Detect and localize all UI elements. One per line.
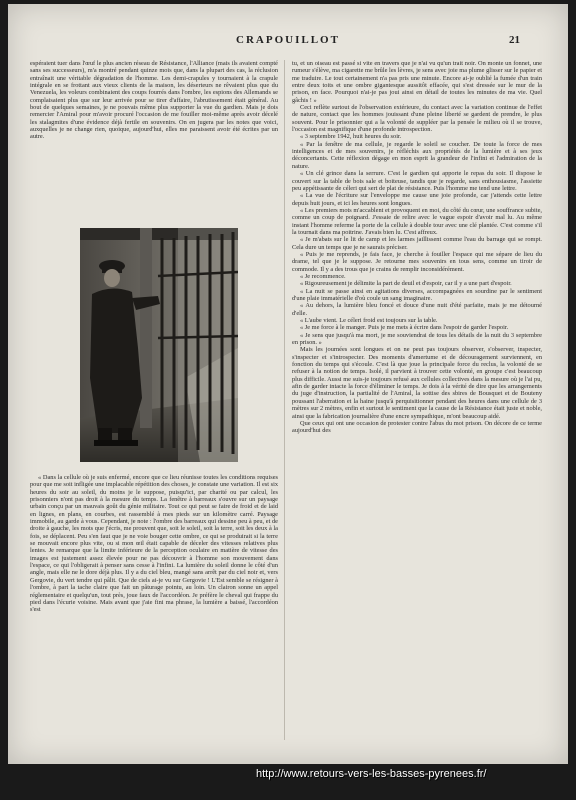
paragraph: « Par la fenêtre de ma cellule, je regarde le soleil se coucher. De toute la force de mes intelligences et de mes souvenirs, je réfléchis aux propriétés de la lumière et à ses jeux déconcertants. Cette réflexion dégage en mon esprit la grandeur de l'infini et l'admiration de la nature. [292,140,542,170]
paragraph: « Je recommence. [300,272,346,280]
paragraph: « Je sens que jusqu'à ma mort, je me souviendrai de tous les détails de la nuit du 3 septembre en prison. » [292,331,542,347]
paragraph: Mais les journées sont longues et on ne peut pas toujours observer, s'observer, inspecter, s'inspecter et s'introspecter. Des moments d'amertume et de découragement surviennent, en fonction du temps qui s'écoule. C'est là que joue la principale force du reclus, la volonté de se refuser à la notion de temps. Isolé, il parvient à trouver cette volonté, en groupe c'est beaucoup plus difficile. Aussi me suis-je toujours refusé aux cellules collectives dans la mesure où je l'ai pu, afin de garder intacte la force d'éliminer le temps. Je dois à la vérité de dire que les arrangements du juge d'instruction, la partialité de l'Amiral, la sottise des sbires de Bousquet et de Bouteny poussant l'aberration et la haine jusqu'à perquisitionner pendant des heures dans une cellule de 3 mètres sur 2 mètres, enfin et surtout le sentiment que la cause de la Résistance était juste et noble, ainsi que la fabrication journalière d'une encre sympathique, m'ont beaucoup aidé. [292,346,542,420]
source-url[interactable]: http://www.retours-vers-les-basses-pyrenees.fr/ [256,768,487,780]
paragraph: « 3 septembre 1942, huit heures du soir. [300,133,402,141]
paragraph: « Rigoureusement je délimite la part de deuil et d'espoir, car il y a une part d'espoir. [300,280,512,288]
paragraph: « La nuit se passe ainsi en agitations diverses, accompagnées en sourdine par le sentiment d'une plaie immatérielle d'où coule un sang imaginaire. [292,287,542,302]
paragraph: « Un clé grince dans la serrure. C'est le gardien qui apporte le repas du soir. Il dispose le couvert sur la table de bois sale et boiteuse, tandis que je regarde, sans enthousiasme, l'assiette peu appétissante de céleri qui sert de plat de résistance. Puis l'homme me tend une lettre. [292,170,542,192]
paragraph: « Dans la cellule où je suis enfermé, encore que ce lieu réunisse toutes les conditions requises pour que me soit infligée une implacable répétition des choses, je constate une variation. Il est six heures du soir au soleil, du moins je le suppose, puisqu'ici, par charité ou par calcul, les prisonniers n'ont pas droit à la mesure du temps. La fenêtre à barreaux s'ouvre sur un paysage urbain conçu par un mauvais goût du génie militaire. Tout ce qui peut se faire de froid et de laid en lignes, en plans, en courbes, est rassemblé à mes pieds sur un kilomètre carré. Paysage immobile, au garde à vous. Cependant, je note : l'ombre des barreaux qui dessine peu à peu, et de droite à gauche, les mots que j'écris, me prouvent que, soit le soleil, soit la terre, soit les deux à la fois, se déplacent. Peu s'en faut que je ne voie bouger cette ombre, ce qui se produirait si la terre se mouvait encore plus vite, ou si mon œil était capable de déceler des vitesses relatives plus lentes. Je remarque que la limite inférieure de la perception oculaire en matière de vitesse des images est justement assez élevée pour ne pas découvrir à l'homme son mouvement dans l'espace, ce qui l'obligerait à penser sans cesse à l'infini. La lumière du soleil donne le côté d'un angle, mais elle ne le dore déjà plus. Il y a du ciel bleu, mangé sans arrêt par du ciel noir et, vers Gergovie, du vert tendre qui pâlit. Que de ciels ai-je vu sur Gergovie ! L'Est semble se résigner à l'ombre, à part la tache claire que fait un pâturage pointu, au loin. Un clairon sonne un appel réglementaire et quelqu'un, tout près, joue faux de l'accordéon. Je préfère le cheval qui frappe du pied dans l'écurie voisine. Mais avant que j'aie fini ma phrase, la lumière a baissé, l'accordéon s'est [30,474,278,614]
newspaper-page [8,4,568,764]
paragraph: « Les premiers mots m'accablent et provoquent en moi, du côté du cœur, une souffrance subite, comme un coup de poignard. J'essaie de relire avec le vague espoir d'avoir mal lu. Au même instant l'homme referme la porte de la cellule à double tour avec une clé plantée. C'est comme s'il la tournait dans ma poitrine. J'avais bien lu. C'est affreux. [292,206,542,236]
column-divider [284,60,285,740]
paragraph: « La vue de l'écriture sur l'enveloppe me cause une joie profonde, car j'attends cette lettre depuis huit jours, et ici les heures sont longues. [292,192,542,207]
magazine-title: CRAPOUILLOT [236,34,340,46]
photo-image [80,228,238,462]
left-column-top-text [30,60,278,141]
prison-cell-photo [80,228,238,462]
paragraph: « Puis je me reprends, je fais face, je cherche à fouiller l'espace qui me sépare de lieu du drame, tel que je le suppose. Je retourne mes souvenirs en tous sens, comme un tiroir de commode. Il y a des trous que je crains de remplir inconsidérément. [292,250,542,273]
page-number: 21 [509,34,520,46]
paragraph: « Je me force à le manger. Puis je me mets à écrire dans l'espoir de garder l'espoir. [300,324,509,332]
paragraph: tu, et un oiseau est passé si vite en travers que je n'ai vu qu'un trait noir. On monte un fonnet, une rumeur s'élève, ma cigarette me brûle les lèvres, je sens avec joie ma plume glisser sur le papier et me traduire. Le tout certainement n'a pas pris une minute. Encore ai-je oublié la fumée d'un train entre deux toits et une ombre gigantesque aussitôt effacée, qui s'est dressée sur le mur de la prison, en face. Pourquoi n'ai-je pas joui ainsi en détail de toutes les minutes de ma vie. Quel gâchis ! » [292,60,542,104]
right-column-text [292,60,542,435]
page-header [8,34,568,50]
paragraph: Que ceux qui ont une occasion de protester contre l'abus du mot prison. On décore de ce terme aujourd'hui des [292,419,542,435]
paragraph: « L'aube vient. Le céleri froid est toujours sur la table. [300,317,438,325]
paragraph: espéraient tuer dans l'œuf le plus ancien réseau de Résistance, l'Alliance (mais ils avaient compté sans ses successeurs), m'a montré pendant quinze mois que, dans la plupart des cas, la réclusion entraînait une véritable dégradation de l'homme. Les demi-crapules y tournaient à la crapule intégrale en se frottant aux vieux clients de la maison, les déserteurs ne rêvaient plus que du Venezuela, les voleurs combinaient des coups fourrés dans l'ombre, les espions des Allemands se complaisaient plus que sur leur arrivée pour se tirer d'affaire, l'abrutissement était général. Au bout de quelques semaines, je ne pouvais même plus supporter la vue du gardien. Mais je dois remercier l'Amiral pour m'avoir procuré l'occasion de me fouiller moi-même après avoir décelé les stalagmites d'une évidence déjà fertile en souvenirs. On en jugera par les notes que voici, auxquelles je ne change rien, quoique, aujourd'hui, elles me paraissent avoir été écrites par un autre. [30,60,278,141]
paragraph: « Je m'abats sur le lit de camp et les larmes jaillissent comme l'eau du barrage qui se rompt. Cela dure un temps que je ne saurais préciser. [292,236,542,251]
left-column-bottom-text [30,474,278,614]
paragraph: Ceci reflète surtout de l'observation extérieure, du contact avec la variation continue de l'effet de nature, contact que les hommes jouissant d'une pleine liberté se gardent de prendre, le plus souvent. Pour le prisonnier qui a la volonté de suppléer par la pensée le milieu où il se trouve, l'occasion est magnifique d'une profonde introspection. [292,104,542,134]
paragraph: « Au dehors, la lumière bleu foncé et douce d'une nuit d'été parfaite, mais je me détourné d'elle. [292,302,542,317]
